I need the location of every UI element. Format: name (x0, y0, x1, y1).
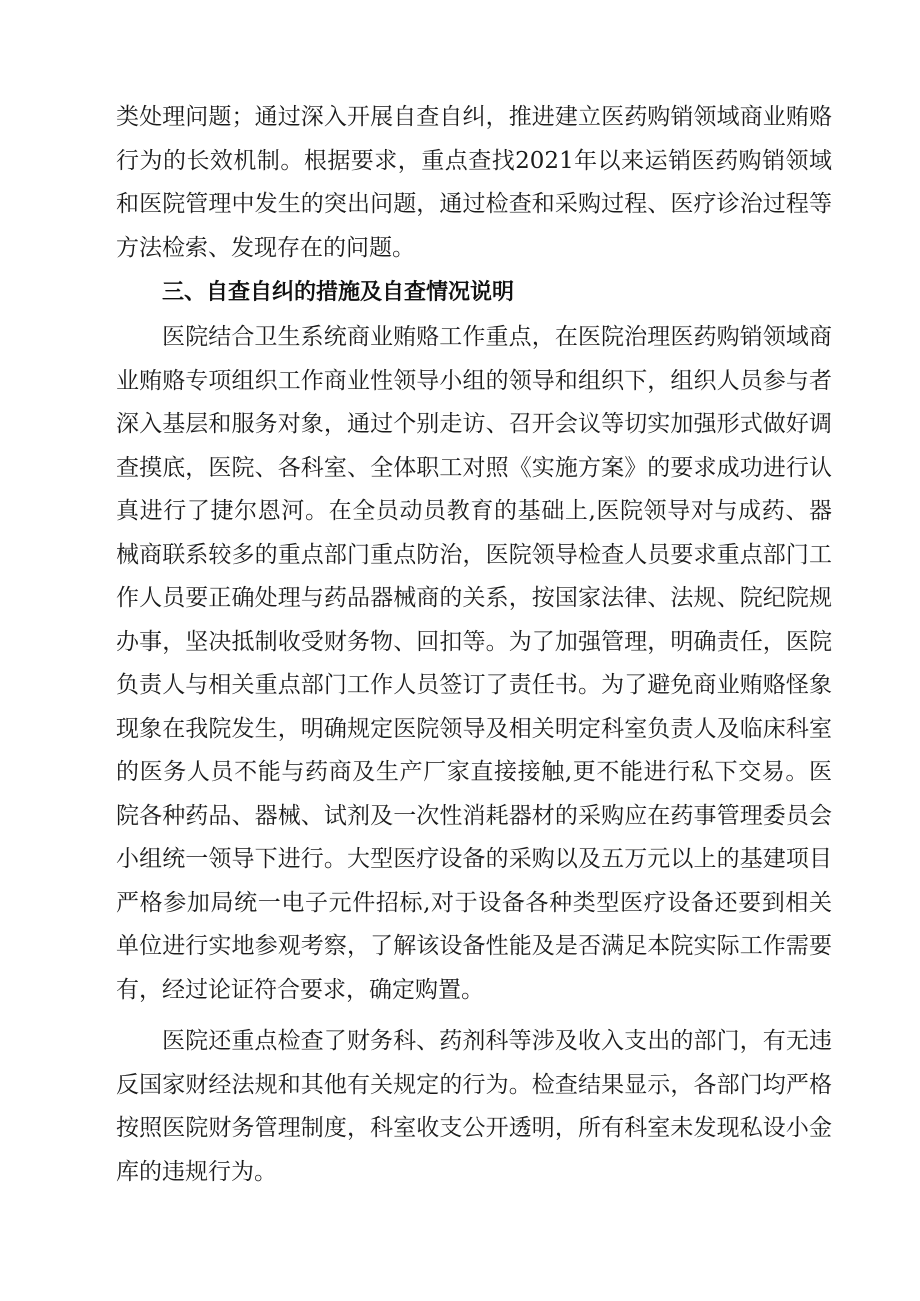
document-body (116, 96, 832, 1194)
section-heading-3: 三、自查自纠的措施及自查情况说明 (162, 280, 515, 305)
paragraph-continuation: 类处理问题；通过深入开展自查自纠，推进建立医药购销领域商业贿赂行为的长效机制。根据要求，重点查找2021年以来运销医药购销领域和医院管理中发生的突出问题，通过检查和采购过程、医疗诊治过程等方法检索、发现存在的问题。 (116, 104, 832, 261)
paragraph-finance-check: 医院还重点检查了财务科、药剂科等涉及收入支出的部门，有无违反国家财经法规和其他有关规定的行为。检查结果显示，各部门均严格按照医院财务管理制度，科室收支公开透明，所有科室未发现私设小金库的违规行为。 (116, 1028, 832, 1185)
paragraph-spacer (116, 1012, 832, 1020)
paragraph-measures: 医院结合卫生系统商业贿赂工作重点，在医院治理医药购销领域商业贿赂专项组织工作商业性领导小组的领导和组织下，组织人员参与者深入基层和服务对象，通过个别走访、召开会议等切实加强形式做好调查摸底，医院、各科室、全体职工对照《实施方案》的要求成功进行认真进行了捷尔恩河。在全员动员教育的基础上,医院领导对与成药、器械商联系较多的重点部门重点防治，医院领导检查人员要求重点部门工作人员要正确处理与药品器械商的关系，按国家法律、法规、院纪院规办事，坚决抵制收受财务物、回扣等。为了加强管理，明确责任，医院负责人与相关重点部门工作人员签订了责任书。为了避免商业贿赂怪象现象在我院发生，明确规定医院领导及相关明定科室负责人及临床科室的医务人员不能与药商及生产厂家直接接触,更不能进行私下交易。医院各种药品、器械、试剂及一次性消耗器材的采购应在药事管理委员会小组统一领导下进行。大型医疗设备的采购以及五万元以上的基建项目严格参加局统一电子元件招标,对于设备各种类型医疗设备还要到相关单位进行实地参观考察，了解该设备性能及是否满足本院实际工作需要有，经过论证符合要求，确定购置。 (116, 324, 832, 1003)
